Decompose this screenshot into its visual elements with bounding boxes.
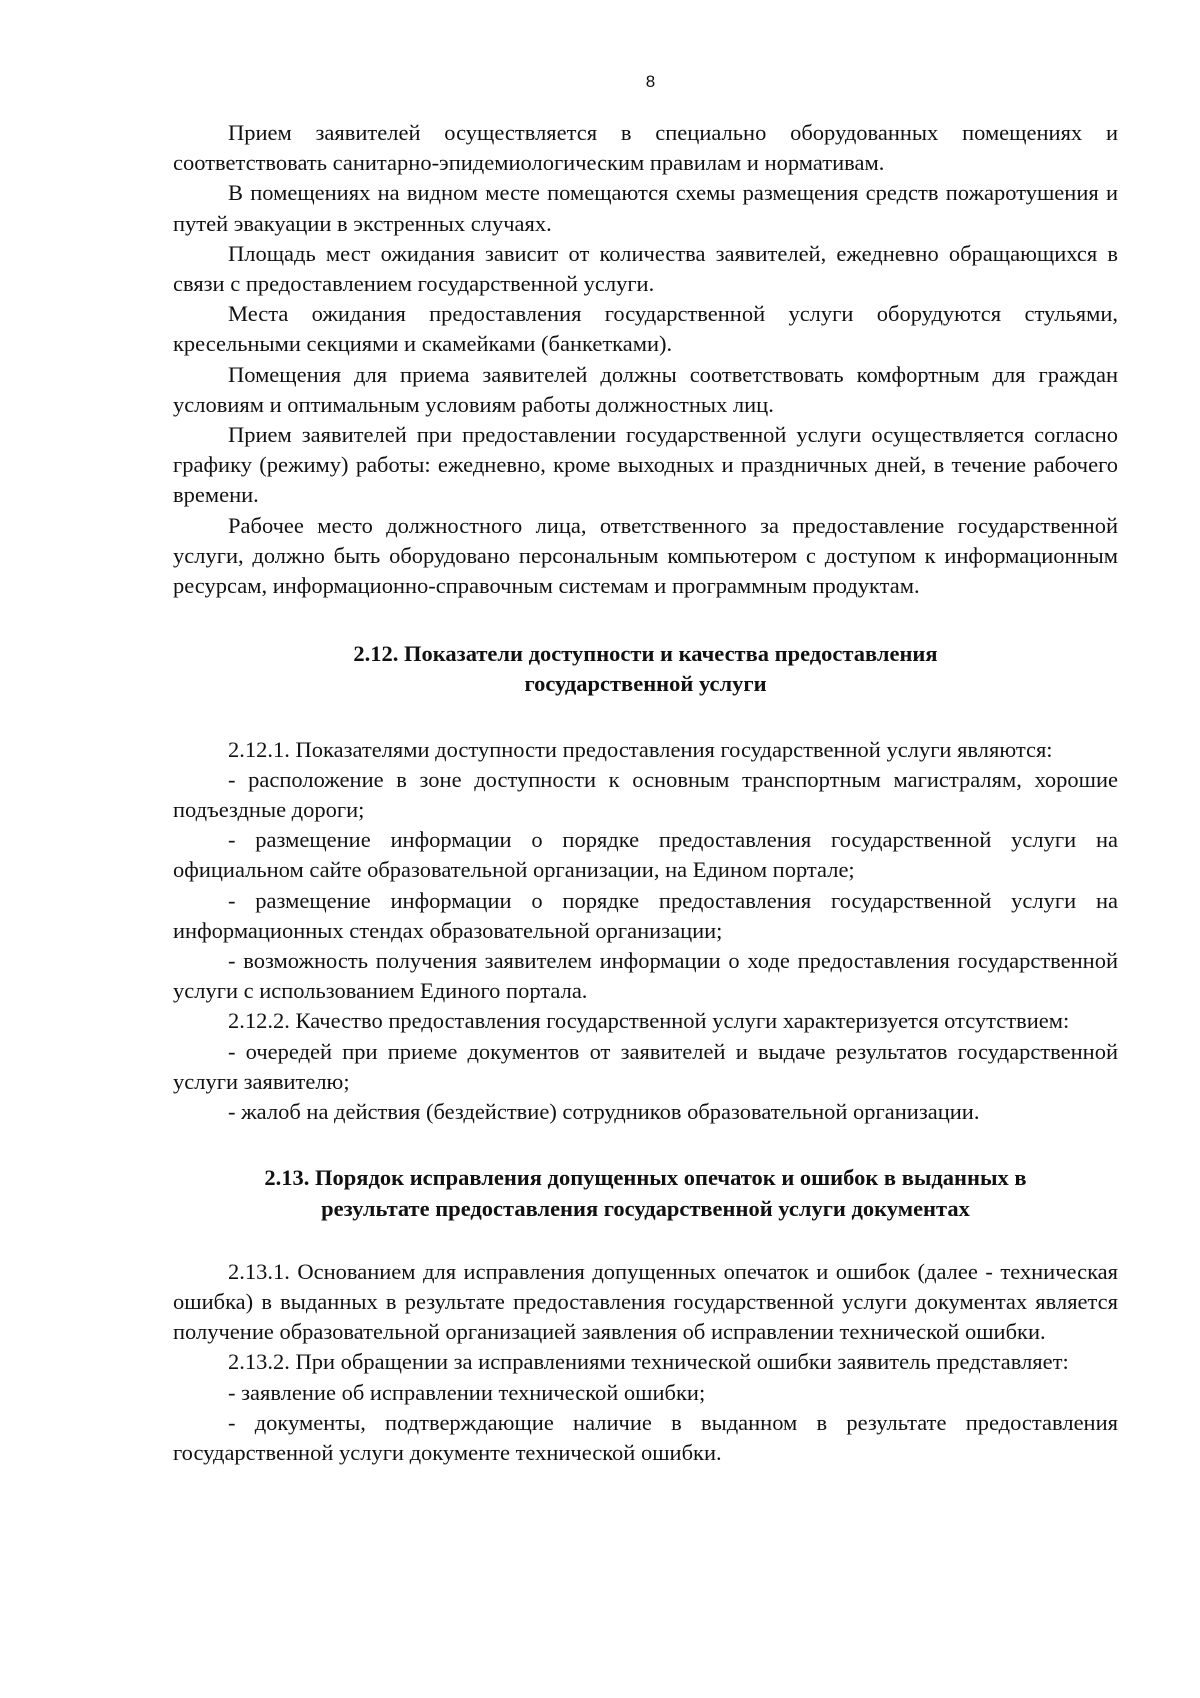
list-item: - очередей при приеме документов от заявителей и выдаче результатов государственной услуги заявителю; xyxy=(173,1038,1118,1094)
paragraph: 2.13.1. Основанием для исправления допущенных опечаток и ошибок (далее - техническая ошибка) в выданных в результате предоставления государственной услуги документах является получение образовательной организацией заявления об исправлении технической ошибки. xyxy=(173,1258,1118,1345)
heading-line: результате предоставления государственной услуги документах xyxy=(321,1195,970,1221)
paragraph: Помещения для приема заявителей должны соответствовать комфортным для граждан условиям и оптимальным условиям работы должностных лиц. xyxy=(173,361,1118,417)
paragraph: 2.13.2. При обращении за исправлениями технической ошибки заявитель представляет: xyxy=(228,1349,1069,1375)
paragraph: Рабочее место должностного лица, ответственного за предоставление государственной услуги, должно быть оборудовано персональным компьютером с доступом к информационным ресурсам, информационно-справочным системам и программным продуктам. xyxy=(173,512,1118,599)
paragraph: 2.12.1. Показателями доступности предоставления государственной услуги являются: xyxy=(228,736,1053,762)
paragraph: В помещениях на видном месте помещаются схемы размещения средств пожаротушения и путей эвакуации в экстренных случаях. xyxy=(173,180,1118,236)
section-heading-2-13 xyxy=(173,1163,1118,1223)
list-item: - расположение в зоне доступности к основным транспортным магистралям, хорошие подъездные дороги; xyxy=(173,766,1118,823)
heading-line: 2.12. Показатели доступности и качества предоставления xyxy=(353,641,938,667)
intro-section xyxy=(173,118,1118,601)
list-item: - жалоб на действия (бездействие) сотрудников образовательной организации. xyxy=(228,1099,980,1125)
list-item: - документы, подтверждающие наличие в выданном в результате предоставления государственной услуги документе технической ошибки. xyxy=(173,1409,1118,1465)
list-item: - размещение информации о порядке предоставления государственной услуги на официальном сайте образовательной организации, на Едином портале; xyxy=(173,827,1118,883)
list-item: - размещение информации о порядке предоставления государственной услуги на информационных стендах образовательной организации; xyxy=(173,887,1118,943)
heading-line: государственной услуги xyxy=(524,671,767,697)
paragraph: Места ожидания предоставления государственной услуги оборудуются стульями, кресельными секциями и скамейками (банкетками). xyxy=(173,301,1118,357)
section-heading-2-12 xyxy=(173,639,1118,699)
paragraph: Прием заявителей осуществляется в специально оборудованных помещениях и соответствовать санитарно-эпидемиологическим правилам и нормативам. xyxy=(173,120,1118,176)
section-2-13 xyxy=(173,1163,1118,1468)
list-item: - заявление об исправлении технической ошибки; xyxy=(228,1379,706,1405)
list-item: - возможность получения заявителем информации о ходе предоставления государственной услуги с использованием Единого портала. xyxy=(173,948,1118,1004)
page-number: 8 xyxy=(645,72,656,91)
paragraph: Площадь мест ожидания зависит от количества заявителей, ежедневно обращающихся в связи с предоставлением государственной услуги. xyxy=(173,240,1118,297)
section-2-12 xyxy=(173,639,1118,1127)
paragraph: 2.12.2. Качество предоставления государственной услуги характеризуется отсутствием: xyxy=(228,1008,1070,1034)
paragraph: Прием заявителей при предоставлении государственной услуги осуществляется согласно графику (режиму) работы: ежедневно, кроме выходных и праздничных дней, в течение рабочего времени. xyxy=(173,422,1118,508)
heading-line: 2.13. Порядок исправления допущенных опечаток и ошибок в выданных в xyxy=(264,1165,1027,1191)
